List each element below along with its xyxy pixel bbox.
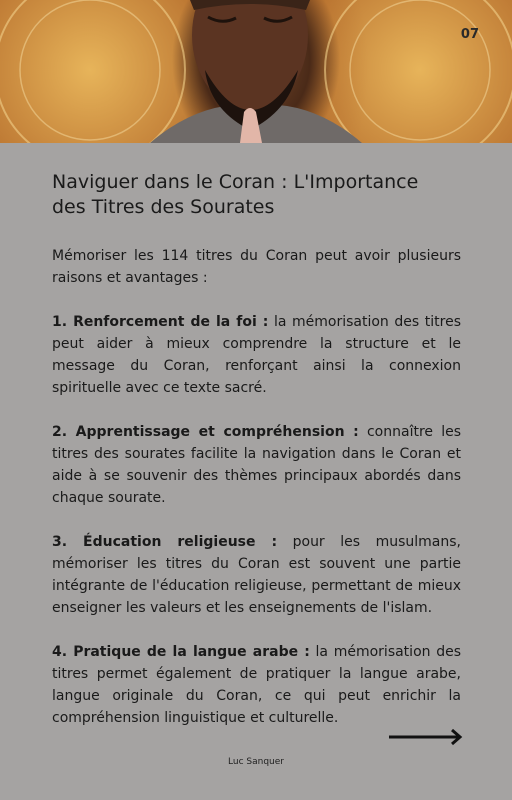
point-text: pour les musulmans, mémoriser les titres du Coran est souvent une partie intégrante de l'éducation religieuse, permettant de mieux enseigner les valeurs et les enseignements de l'islam. xyxy=(52,534,461,616)
point-text: connaître les titres des sourates facilite la navigation dans le Coran et aide à se souvenir des thèmes principaux abordés dans chaque sourate. xyxy=(52,424,462,506)
author-name: Luc Sanquer xyxy=(228,757,284,767)
point-heading: 2. Apprentissage et compréhension : xyxy=(52,424,359,440)
arrow-right-icon[interactable] xyxy=(389,727,463,747)
list-item xyxy=(52,531,461,619)
praying-man-illustration xyxy=(0,0,512,143)
point-text: la mémorisation des titres permet également de pratiquer la langue arabe, langue originale du Coran, ce qui peut enrichir la compréhension linguistique et culturelle. xyxy=(52,644,462,726)
list-item xyxy=(52,311,461,399)
page-number: 07 xyxy=(460,27,479,42)
list-item xyxy=(52,641,461,729)
hero-image xyxy=(0,0,512,143)
point-heading: 4. Pratique de la langue arabe : xyxy=(52,644,310,660)
point-text: la mémorisation des titres peut aider à mieux comprendre la structure et le message du Coran, renforçant ainsi la connexion spirituelle avec ce texte sacré. xyxy=(52,314,461,396)
article-body xyxy=(52,245,461,751)
list-item xyxy=(52,421,461,509)
point-heading: 3. Éducation religieuse : xyxy=(52,534,278,550)
intro-paragraph: Mémoriser les 114 titres du Coran peut avoir plusieurs raisons et avantages : xyxy=(52,248,461,286)
point-heading: 1. Renforcement de la foi : xyxy=(52,314,269,330)
page-title: Naviguer dans le Coran : L'Importance des Titres des Sourates xyxy=(52,171,419,218)
